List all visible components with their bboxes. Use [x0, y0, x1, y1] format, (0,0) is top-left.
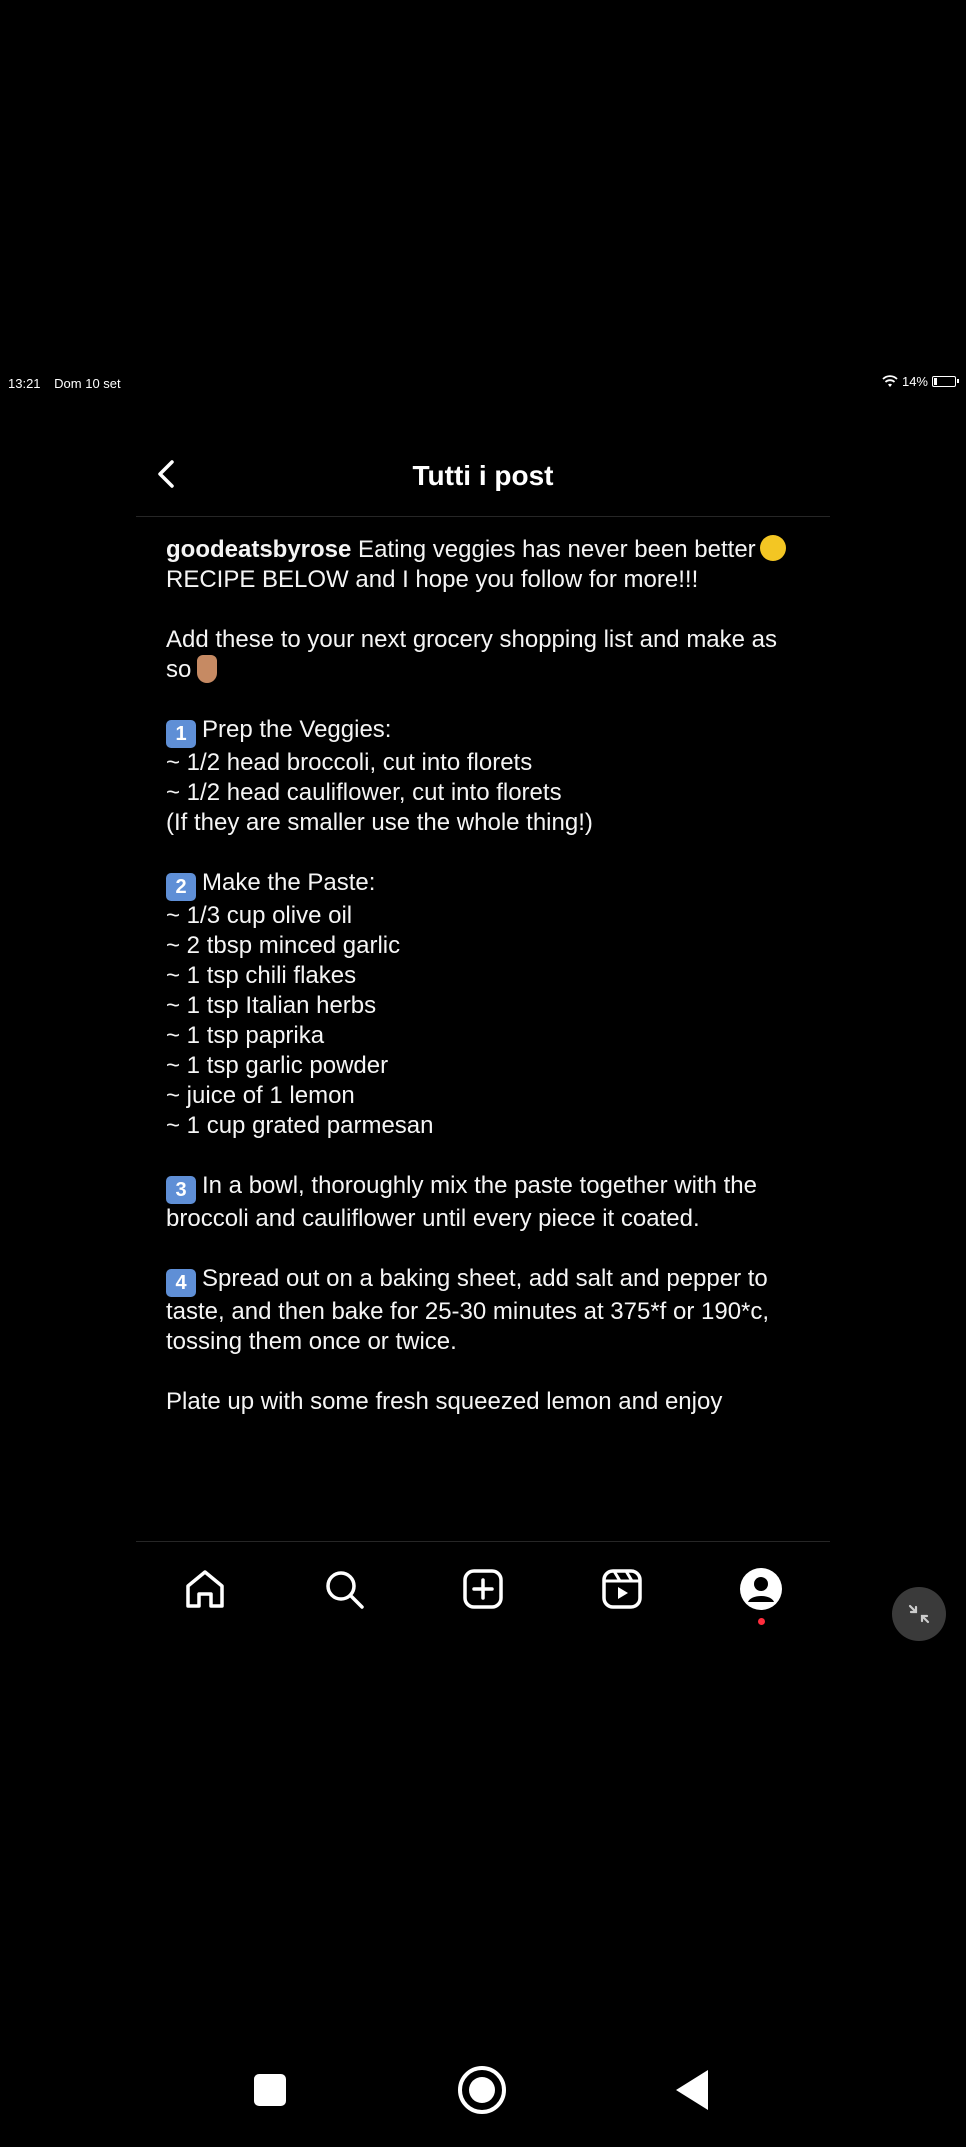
ingredient-line: ~ 1 tsp paprika	[166, 1022, 325, 1049]
intro-text-b: RECIPE BELOW and I hope you follow for more!!!	[166, 566, 699, 593]
grocery-paragraph	[166, 625, 806, 685]
bottom-navigation	[136, 1541, 830, 1632]
post-header	[136, 440, 830, 517]
status-bar	[0, 372, 966, 396]
ingredient-line: ~ 1 tsp garlic powder	[166, 1052, 389, 1079]
step-1-line: ~ 1/2 head cauliflower, cut into florets	[166, 779, 562, 806]
home-circle-icon[interactable]	[456, 2064, 508, 2116]
step-1-heading	[166, 715, 806, 748]
status-date: Dom 10 set	[54, 376, 121, 391]
ingredient-line: ~ 1 tsp Italian herbs	[166, 992, 377, 1019]
ingredient-line: ~ 1 cup grated parmesan	[166, 1112, 434, 1139]
search-icon	[321, 1566, 367, 1612]
step-1-paragraph	[166, 715, 806, 838]
step-3-text: In a bowl, thoroughly mix the paste together with the broccoli and cauliflower until every piece it coated.	[166, 1172, 757, 1232]
step-1-line: ~ 1/2 head broccoli, cut into florets	[166, 749, 533, 776]
step-3-paragraph	[166, 1171, 806, 1234]
status-right	[882, 374, 956, 389]
reels-icon	[599, 1566, 645, 1612]
ingredient-line: ~ 2 tbsp minced garlic	[166, 932, 401, 959]
ingredient-line: ~ 1 tsp chili flakes	[166, 962, 357, 989]
home-icon	[182, 1566, 228, 1612]
keycap-1-icon: 1	[166, 720, 196, 748]
step-4-paragraph	[166, 1264, 806, 1357]
step-2-heading	[166, 868, 806, 901]
step-4-text: Spread out on a baking sheet, add salt and pepper to taste, and then bake for 25-30 minutes at 375*f or 190*c, tossing them once or twice.	[166, 1265, 770, 1355]
notification-dot	[758, 1618, 765, 1625]
ingredient-line: ~ 1/3 cup olive oil	[166, 902, 353, 929]
step-2-paragraph	[166, 868, 806, 1141]
status-left	[8, 376, 131, 391]
back-triangle-icon[interactable]	[672, 2068, 712, 2112]
nav-search[interactable]	[321, 1566, 367, 1612]
intro-text-a: Eating veggies has never been better	[351, 536, 756, 563]
nav-home[interactable]	[182, 1566, 228, 1612]
keycap-2-icon: 2	[166, 873, 196, 901]
create-post-icon	[460, 1566, 506, 1612]
nav-profile[interactable]	[738, 1566, 784, 1612]
wifi-icon	[882, 375, 898, 388]
post-username[interactable]: goodeatsbyrose	[166, 536, 352, 563]
keycap-3-icon: 3	[166, 1176, 196, 1204]
ingredient-line: ~ juice of 1 lemon	[166, 1082, 355, 1109]
intro-paragraph	[166, 535, 806, 595]
battery-percent: 14%	[901, 374, 928, 389]
status-time: 13:21	[8, 376, 41, 391]
battery-icon	[932, 376, 956, 387]
smiling-tear-emoji-icon	[760, 535, 786, 561]
step-1-line: (If they are smaller use the whole thing!)	[166, 809, 593, 836]
closing-paragraph	[166, 1387, 806, 1417]
step-1-title: Prep the Veggies:	[202, 716, 392, 743]
pointing-down-hand-icon	[197, 655, 217, 683]
recents-square-icon[interactable]	[252, 2072, 288, 2108]
keycap-4-icon: 4	[166, 1269, 196, 1297]
page-title: Tutti i post	[412, 460, 554, 491]
step-2-title: Make the Paste:	[202, 869, 376, 896]
profile-icon	[738, 1566, 784, 1612]
grocery-text: Add these to your next grocery shopping list and make as so	[166, 626, 778, 683]
system-navigation-bar	[0, 2050, 966, 2130]
post-caption	[166, 535, 806, 1447]
collapse-arrows-icon	[892, 1587, 946, 1641]
collapse-floating-button[interactable]	[892, 1587, 946, 1641]
post-caption-area[interactable]	[136, 517, 830, 1541]
nav-create[interactable]	[460, 1566, 506, 1612]
nav-reels[interactable]	[599, 1566, 645, 1612]
closing-text: Plate up with some fresh squeezed lemon and enjoy	[166, 1388, 723, 1415]
